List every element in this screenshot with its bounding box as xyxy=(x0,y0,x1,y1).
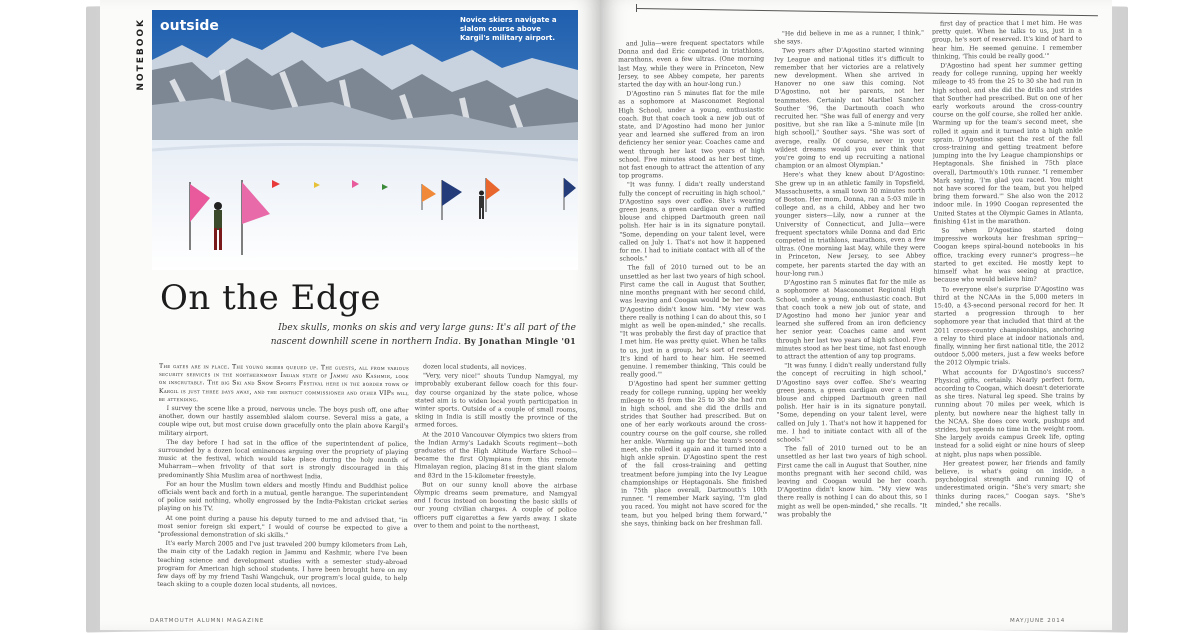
article-headline: On the Edge xyxy=(160,278,382,318)
ski-photo xyxy=(152,10,578,270)
body-paragraph: "It was funny. I didn't really understand fully the concept of recruiting in high school," D'Agostino says over coffee. She's wearing green jeans, a green cardigan over a ruffled blouse and chipped Dartmouth green nail polish. Her hair is in its signature ponytail. "Some, depending on your talent level, were called on July 1. That's not how it happened for me. I had to initiate contact with all of the schools." xyxy=(619,180,766,263)
body-paragraph: Her greatest power, her friends and family believe, is what's going on inside, a psychological strength and running IQ of underestimated origin. "She's very smart; she thinks during races," Coogan says. "She's minded," she recalls. xyxy=(935,459,1086,509)
section-tag: NOTEBOOK xyxy=(136,18,146,91)
lead-paragraph: The gates are in place. The young skiers queued up. The guests, all from various security services in the northernmost Indian state of Jammu and Kashmir, look on inscrutably. The big Ski and Snow Sports Festival here in the border town of Kargil is just three days away, and the district commissioner and other VIPs will be attending. xyxy=(158,362,410,404)
deck-text: Ibex skulls, monks on skis and very large guns: It's all part of the nascent downhill scene in northern India. xyxy=(270,323,576,347)
body-paragraph: Two years after D'Agostino started winning Ivy League and national titles it's difficult to remember that her victories are a relatively new development. When she arrived in Hanover no one saw this coming. Not D'Agostino, not her parents, not her teammates. Certainly not Maribel Sanchez Souther '96, the Dartmouth coach who recruited her. "She was full of energy and very positive, but she ran like a 5-minute mile [in high school]," Souther says. "She was sort of average, really. Of course, never in your wildest dreams would you ever think that you're going to end up recruiting a national champion or an almost Olympian." xyxy=(774,46,925,170)
body-paragraph: D'Agostino ran 5 minutes flat for the mile as a sophomore at Masconomet Regional High School, under a young, enthusiastic coach. But that coach took a new job out of state, and D'Agostino had mono her junior year and learned she suffered from an iron deficiency her senior year. Coaches came and went through her last two years of high school. Five minutes stood as her best time, not fast enough to attract the attention of any top programs. xyxy=(775,278,927,361)
folio-left: DARTMOUTH ALUMNI MAGAZINE xyxy=(150,618,265,624)
left-column-2 xyxy=(413,363,578,612)
folio-right: MAY/JUNE 2014 xyxy=(1010,618,1066,624)
right-column-1 xyxy=(618,39,768,620)
body-paragraph: D'Agostino had spent her summer getting ready for college running, upping her weekly mileage to 45 from the 25 to 30 she had run in high school, and she did the drills and strides that Souther had prescribed. But on one of her early workouts around the cross-country course on the golf course, she rolled her ankle. Warming up for the team's second meet, she rolled it again and it turned into a high ankle sprain. D'Agostino spent the rest of the fall cross-training and getting treatment before jumping into the Ivy League championships or Heptagonals. She finished in 75th place overall, Dartmouth's 10th runner. "I remember Mark saying, 'I'm glad you raced. You might not have scored for the team, but you helped bring them forward,'" she says, thinking back on her freshman fall. xyxy=(620,379,768,528)
body-paragraph: and Julia—were frequent spectators while Donna and dad Eric competed in triathlons, marathons, even a few ultras. (One morning last May, while they were in Princeton, New Jersey, to see Abbey compete, her parents started the day with an hour-long run.) xyxy=(618,39,765,89)
right-column-3 xyxy=(932,19,1086,620)
body-paragraph: At one point during a pause his deputy turned to me and advised that, "in most senior foreign ski expert," I would of course be expected to give a "professional demonstration of ski skills." xyxy=(157,514,408,540)
photo-caption: Novice skiers navigate a slalom course above Kargil's military airport. xyxy=(460,16,557,42)
body-paragraph: Here's what they knew about D'Agostino: She grew up in an athletic family in Topsfield, Massachusetts, a small town 30 minutes north of Boston. Her mom, Donna, ran a 5:03 mile in college and, as a child, Abbey and her two younger sisters—Lily, now a runner at the University of Connecticut, and Julia—were frequent spectators while Donna and dad Eric competed in triathlons, marathons, even a few ultras. (One morning last May, while they were in Princeton, New Jersey, to see Abbey compete, her parents started the day with an hour-long run.) xyxy=(774,170,926,278)
body-paragraph: At the 2010 Vancouver Olympics two skiers from the Indian Army's Ladakh Scouts regiment—both graduates of the High Altitude Warfare School—became the first Olympians from this remote Himalayan region, placing 81st in the giant slalom and 83rd in the 15-kilometer freestyle. xyxy=(414,430,578,480)
body-paragraph: "He did believe in me as a runner, I think," she says. xyxy=(773,29,924,46)
body-paragraph: The fall of 2010 turned out to be an unsettled as her last two years of high school. First came the call in August that Souther, nine months pregnant with her second child, was leaving and Coogan would be her coach. D'Agostino didn't know him. "My view was there really is nothing I can do about this, so I might as well be open-minded," she recalls. "It was probably the first day of practice that I met him. He was pretty quiet. When he talks to us, just in a group, he's sort of reserved. It's kind of hard to hear him. He seemed genuine. I remember thinking, 'This could be really good.'" xyxy=(619,263,767,379)
body-paragraph: "Very, very nice!" shouts Tundup Namgyal, my improbably exuberant fellow coach for this four-day course organized by the state police, whose stated aim is to widen local youth participation in winter sports. Outside of a couple of small rooms, skiing in India is still mostly the province of the armed forces. xyxy=(414,372,578,430)
body-paragraph: But on our sunny knoll above the airbase Olympic dreams seem premature, and Namgyal and I focus instead on boosting the basic skills of our young civilian charges. A couple of police officers puff cigarettes a few yards away. I skate over to them and point to the northeast, xyxy=(413,481,578,531)
left-column-1 xyxy=(157,363,409,613)
body-paragraph: It's early March 2005 and I've just traveled 200 bumpy kilometers from Leh, the main city of the Ladakh region in Jammu and Kashmir, where I've been teaching science and development studies with a semester study-abroad program for American high school students. I have been brought here on my few days off by my friend Tashi Wangchuk, our program's local guide, to help teach skiing to a couple dozen local students, all novices. xyxy=(157,540,408,590)
body-paragraph: So when D'Agostino started doing impressive workouts her freshman spring—Coogan keeps spiral-bound notebooks in his office, tracking every runner's progress—he started to get excited. He mostly kept to himself what he was seeing at practice, because who would believe him? xyxy=(933,226,1084,284)
right-column-2 xyxy=(774,29,928,620)
body-paragraph: D'Agostino ran 5 minutes flat for the mile as a sophomore at Masconomet Regional High School, under a young, enthusiastic coach. But that coach took a new job out of state, and D'Agostino had mono her junior year and learned she suffered from an iron deficiency her senior year. Coaches came and went through her last two years of high school. Five minutes stood as her best time, not fast enough to attract the attention of any top programs. xyxy=(618,89,765,180)
mountain-slalom-image xyxy=(152,10,578,270)
body-paragraph: What accounts for D'Agostino's success? Physical gifts, certainly. Nearly perfect form, according to Coogan, which doesn't deteriorate as she tires. Natural leg speed. She trains by running about 70 miles per week, which is plenty, but nowhere near the highest tally in the NCAA. She does core work, pushups and strides, but spends no time in the weight room. She largely avoids campus Greek life, opting instead for a solid eight or nine hours of sleep at night, plus naps when possible. xyxy=(934,368,1085,459)
article-deck xyxy=(246,322,576,349)
photo-section-label: outside xyxy=(160,18,219,34)
body-paragraph: D'Agostino had spent her summer getting ready for college running, upping her weekly mileage to 45 from the 25 to 30 she had run in high school, and she did the drills and strides that Souther had prescribed. But on one of her early workouts around the cross-country course on the golf course, she rolled her ankle. Warming up for the team's second meet, she rolled it again and it turned into a high ankle sprain. D'Agostino spent the rest of the fall cross-training and getting treatment before jumping into the Ivy League championships or Heptagonals. She finished in 75th place overall, Dartmouth's 10th runner. "I remember Mark saying, 'I'm glad you raced. You might not have scored for the team, but you helped bring them forward.'" She also won the 2012 indoor mile. In 1990 Coogan represented the United States at the Olympic Games in Atlanta, finishing 41st in the marathon. xyxy=(932,61,1084,226)
body-paragraph: The fall of 2010 turned out to be an unsettled as her last two years of high school. First came the call in August that Souther, nine months pregnant with her second child, was leaving and Coogan would be her coach. D'Agostino didn't know him. "My view was there really is nothing I can do about this, so I might as well be open-minded," she recalls. "It was probably the xyxy=(776,444,928,519)
body-paragraph: dozen local students, all novices. xyxy=(423,363,527,372)
byline: By Jonathan Mingle '01 xyxy=(463,336,576,346)
body-paragraph: For an hour the Muslim town elders and mostly Hindu and Buddhist police officials went back and forth in a mutual, gentle harangue. The superintendent of police said nothing, wholly engrossed by the India-Pakistan cricket series playing on his TV. xyxy=(157,480,409,513)
body-paragraph: To everyone else's surprise D'Agostino was third at the NCAAs in the 5,000 meters in 15:40, a 43-second personal record for her. It started a progression through to her sophomore year that included that third at the 2011 cross-country championships, anchoring a relay to third place at indoor nationals and, finally, winning her first national title, the 2012 outdoor 5,000 meters, just a few weeks before the 2012 Olympic trials. xyxy=(933,284,1085,367)
body-paragraph: first day of practice that I met him. He was pretty quiet. When he talks to us, just in a group, he's sort of reserved. It's kind of hard to hear him. He seemed genuine. I remember thinking, 'This could be really good.'" xyxy=(931,19,1083,61)
body-paragraph: "It was funny. I didn't really understand fully the concept of recruiting in high school," D'Agostino says over coffee. She's wearing green jeans, a green cardigan over a ruffled blouse and chipped Dartmouth green nail polish. Her hair is in its signature ponytail. "Some, depending on your talent level, were called on July 1. That's not how it happened for me. I had to initiate contact with all of the schools." xyxy=(776,361,927,444)
body-paragraph: The day before I had sat in the office of the superintendent of police, surrounded by a dozen local eminences arguing over the propriety of playing music at the festival, which would take place during the holy month of Muharram—when frivolity of that sort is strongly discouraged in this predominantly Shia Muslim area of northwest India. xyxy=(158,438,409,480)
body-paragraph: I survey the scene like a proud, nervous uncle. The boys push off, one after another, down our hastily assembled slalom course. Several miss a gate, a couple wipe out, but most cruise down gracefully onto the plain above Kargil's military airport. xyxy=(158,404,409,437)
body-paragraph xyxy=(159,363,409,406)
